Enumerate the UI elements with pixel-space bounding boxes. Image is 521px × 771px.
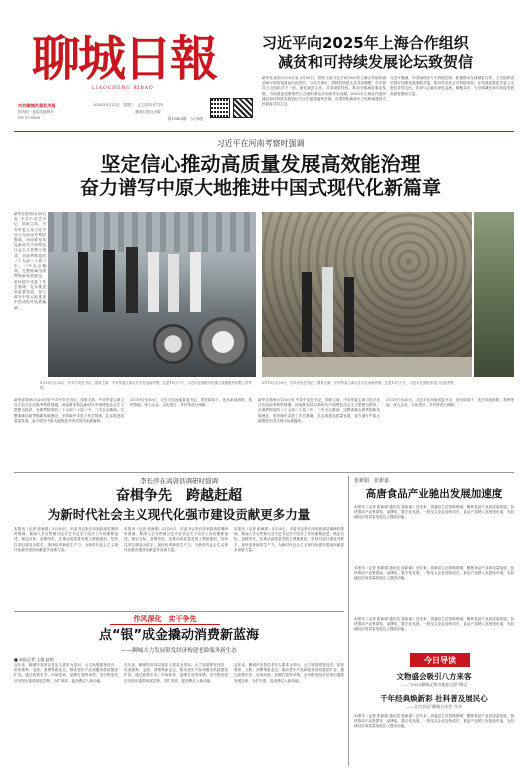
- right-byline: 张新娟 张新嘉: [354, 478, 390, 484]
- top-story-body-left: 新华社北京5月20日电 5月20日，国家主席习近平向2025年上海合作组织减贫和可持续发展论坛致贺信。习近平指出，消除贫困是人类共同理想。中方愿同上合组织各方一道，深化减贫合作，共享减贫经验，推动全球减贫事业发展，为构建更加紧密的上合组织命运共同体作出贡献。2025年上海合作组织减贫和可持续发展论坛当日在福建福州开幕，由国务院新闻办公室和福建省人民政府共同主办。: [262, 76, 386, 107]
- right-body-2: 本报讯（记者 张新娟 通讯员 张新嘉）近年来，高唐县立足资源禀赋，聚焦食品产业高质量发展，加快推动产业集群化、品牌化、数字化发展，一批龙头企业加快成长，食品产业驶入发展快车道，为县域经济高质量发展注入强劲动能。: [354, 566, 514, 581]
- top-headline-2: 减贫和可持续发展论坛致贺信: [278, 53, 474, 71]
- lead-photo-factory: [48, 212, 256, 377]
- second-headline-1: 奋楫争先 跨越赶超: [116, 488, 242, 504]
- masthead-logo: 聊城日報: [32, 31, 217, 87]
- photo-caption-2: 5月19日至20日，中共中央总书记、国家主席、中央军委主席习近平在河南考察。这是19日下午，习近平在洛阳市龙门石窟考察。: [262, 381, 457, 385]
- tease-2-sub: ——全市首届“聊城大讲堂”开讲: [405, 704, 463, 709]
- masthead-pinyin: LIAOCHENG RIBAO: [92, 86, 154, 91]
- bottom-body-col-2: 近年来，聊城市坚持以老年人需求为导向，大力发展银发经济，培育康养、文旅、消费等新业态，推动老年产品和服务供给提质扩容。通过政策引导、市场培育、品牌打造等举措，全市银发经济呈现出蓬勃发展态势，为扩内需、促消费注入新动能。: [124, 663, 228, 683]
- issue-date: 2025年5月21日 星期三 乙巳年四月廿四: [93, 103, 163, 107]
- photo-caption-1: 5月19日至20日，中共中央总书记、国家主席、中央军委主席习近平在河南考察。这是19日下午，习近平在洛阳中信重工机械股份有限公司考察。: [40, 381, 252, 390]
- publisher: 聊城日报社出版: [135, 110, 161, 114]
- second-kicker: 李长萍在高唐县调研时强调: [140, 477, 218, 485]
- issue-number: 国内统一连续出版物号: [18, 110, 54, 114]
- top-story-body-right: 习近平强调，中国始终致力于消除贫困，积极推动全球减贫合作。上合组织成员国应加强发展战略对接，推动经济社会可持续发展，让发展成果更多更公平惠及各国人民。希望与会嘉宾深化交流、凝聚共识，为全球减贫和可持续发展贡献智慧和力量。: [390, 76, 514, 96]
- right-footer-text: 本报讯（记者 张新娟 通讯员 张新嘉）近年来，高唐县立足资源禀赋，聚焦食品产业高质量发展，加快推动产业集群化、品牌化、数字化发展，一批龙头企业加快成长，食品产业驶入发展快车道，为县域经济高质量发展注入强劲动能。: [354, 714, 514, 729]
- bottom-byline: ■ 本报记者 王超 赵明: [14, 657, 54, 662]
- right-headline: 高唐食品产业驰出发展加速度: [365, 488, 503, 500]
- lead-body-col-1: 新华社郑州5月20日电 中共中央总书记、国家主席、中央军委主席习近平近日在河南考察时强调，河南要坚持以新时代中国特色社会主义思想为指导，全面贯彻党的二十大和二十届二中、三中全会精神，完整准确全面贯彻新发展理念，坚持稳中求进工作总基调，扎实推进高质量发展，奋力谱写中原大地推进中国式现代化新篇章。: [14, 212, 46, 310]
- lead-body-col-5: 5月19日至20日，习近平在河南省委书记、省长陪同下，先后来到洛阳、郑州等地，深入企业、文化景区、乡村等进行调研。: [386, 398, 514, 408]
- second-body-col-3: 本报讯（记者 张海燕）5月20日，市委书记李长萍到高唐县调研时强调，要深入学习贯彻习近平总书记关于经济工作的重要论述，锚定目标、奋楫争先，在推动高质量发展上勇挑重担，坚持以项目建设为抓手，加快培育新质生产力，为新时代社会主义现代化强市建设贡献更多高唐力量。: [234, 527, 344, 552]
- section-divider-2: [14, 611, 344, 612]
- edition-info: 第10438期 今日8版: [167, 117, 203, 121]
- right-body-3: 本报讯（记者 张新娟 通讯员 张新嘉）近年来，高唐县立足资源禀赋，聚焦食品产业高质量发展，加快推动产业集群化、品牌化、数字化发展，一批龙头企业加快成长，食品产业驶入发展快车道，为县域经济高质量发展注入强劲动能。: [354, 617, 514, 632]
- lead-body-col-2: 新华社郑州5月20日电 中共中央总书记、国家主席、中央军委主席习近平近日在河南考察时强调，河南要坚持以新时代中国特色社会主义思想为指导，全面贯彻党的二十大和二十届二中、三中全会精神，完整准确全面贯彻新发展理念，坚持稳中求进工作总基调，扎实推进高质量发展，奋力谱写中原大地推进中国式现代化新篇章。: [14, 398, 124, 423]
- bottom-kicker: 作风深化 实干争先: [110, 614, 220, 625]
- top-headline-1: 习近平向2025年上海合作组织: [262, 34, 469, 52]
- bottom-headline: 点“银”成金撬动消费新蓝海: [98, 628, 260, 643]
- right-body-1: 本报讯（记者 张新娟 通讯员 张新嘉）近年来，高唐县立足资源禀赋，聚焦食品产业高质量发展，加快推动产业集群化、品牌化、数字化发展，一批龙头企业加快成长，食品产业驶入发展快车道，为县域经济高质量发展注入强劲动能。: [354, 505, 514, 520]
- qr-code-2: [233, 98, 253, 118]
- lead-body-col-4: 新华社郑州5月20日电 中共中央总书记、国家主席、中央军委主席习近平近日在河南考察时强调，河南要坚持以新时代中国特色社会主义思想为指导，全面贯彻党的二十大和二十届二中、三中全会精神，完整准确全面贯彻新发展理念，坚持稳中求进工作总基调，扎实推进高质量发展，奋力谱写中原大地推进中国式现代化新篇章。: [258, 398, 380, 423]
- today-guide-banner: 今日导读: [410, 653, 470, 667]
- bottom-subhead: ——聊城大力发展银发经济构建老龄服务新生态: [121, 648, 237, 654]
- cn-number: CN 37-0108: [18, 116, 40, 120]
- side-photo-strip: [474, 212, 514, 377]
- masthead-divider: [14, 131, 514, 132]
- lead-body-col-3: 5月19日至20日，习近平在河南省委书记、省长陪同下，先后来到洛阳、郑州等地，深入企业、文化景区、乡村等进行调研。: [130, 398, 252, 408]
- second-body-col-2: 本报讯（记者 张海燕）5月20日，市委书记李长萍到高唐县调研时强调，要深入学习贯彻习近平总书记关于经济工作的重要论述，锚定目标、奋楫争先，在推动高质量发展上勇挑重担，坚持以项目建设为抓手，加快培育新质生产力，为新时代社会主义现代化强市建设贡献更多高唐力量。: [124, 527, 228, 552]
- qr-code-1: [210, 98, 230, 118]
- tease-1-sub: ——“2025聊城文物市集春日游”侧记: [400, 682, 468, 687]
- tease-1-title: 文物盛会吸引八方来客: [396, 672, 472, 681]
- bottom-body-col-3: 近年来，聊城市坚持以老年人需求为导向，大力发展银发经济，培育康养、文旅、消费等新业态，推动老年产品和服务供给提质扩容。通过政策引导、市场培育、品牌打造等举措，全市银发经济呈现出蓬勃发展态势，为扩内需、促消费注入新动能。: [234, 663, 344, 683]
- second-headline-2: 为新时代社会主义现代化强市建设贡献更多力量: [47, 507, 311, 522]
- lead-kicker: 习近平在河南考察时强调: [216, 139, 305, 148]
- tease-2-title: 千年经典焕新彩 社科普及展民心: [380, 694, 488, 703]
- lead-headline-2: 奋力谱写中原大地推进中国式现代化新篇章: [79, 177, 441, 199]
- right-column-divider: [348, 476, 349, 766]
- lead-headline-1: 坚定信心推动高质量发展高效能治理: [100, 152, 421, 176]
- section-divider-1: [14, 472, 514, 473]
- party-unit: 中共聊城市委机关报: [18, 103, 56, 108]
- bottom-body-col-1: 近年来，聊城市坚持以老年人需求为导向，大力发展银发经济，培育康养、文旅、消费等新业态，推动老年产品和服务供给提质扩容。通过政策引导、市场培育、品牌打造等举措，全市银发经济呈现出蓬勃发展态势，为扩内需、促消费注入新动能。: [14, 663, 118, 683]
- lead-photo-grottoes: [262, 212, 472, 377]
- second-body-col-1: 本报讯（记者 张海燕）5月20日，市委书记李长萍到高唐县调研时强调，要深入学习贯彻习近平总书记关于经济工作的重要论述，锚定目标、奋楫争先，在推动高质量发展上勇挑重担，坚持以项目建设为抓手，加快培育新质生产力，为新时代社会主义现代化强市建设贡献更多高唐力量。: [14, 527, 118, 552]
